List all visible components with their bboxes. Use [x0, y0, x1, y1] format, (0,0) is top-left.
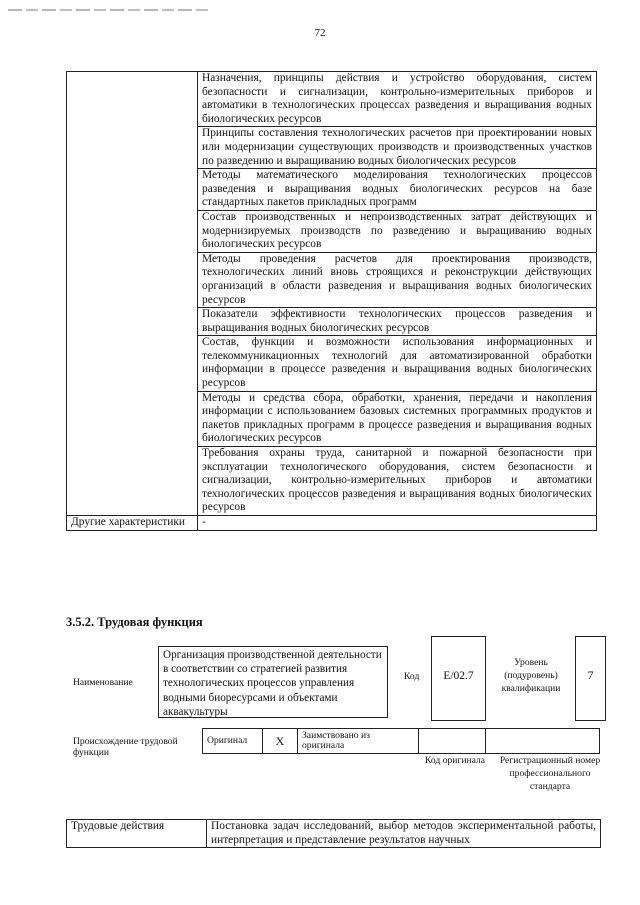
- function-name: Организация производственной деятельности в соответствии со стратегией развития технологических процессов управления водными биоресурсами и объектами аквакультуры: [163, 649, 382, 718]
- original-label: Оригинал: [203, 729, 263, 754]
- reg-number-label: Регистрационный номер профессионального стандарта: [499, 755, 601, 792]
- origin-label: Происхождение трудовой функции: [73, 736, 178, 758]
- other-characteristics-label: Другие характеристики: [67, 516, 198, 531]
- actions-text: Постановка задач исследований, выбор методов экспериментальной работы, интерпретация и представление результатов научных: [207, 820, 601, 848]
- origin-table: [202, 728, 600, 754]
- knowledge-item: Назначения, принципы действия и устройство оборудования, систем безопасности и сигнализации, контрольно-измерительных приборов и автоматики в технологических процессах разведения и выращивания водных биологических ресурсов: [198, 72, 597, 127]
- actions-table: [66, 819, 601, 848]
- reg-number-cell: [486, 729, 600, 754]
- borrowed-label: Заимствовано из оригинала: [298, 729, 419, 754]
- actions-label: Трудовые действия: [67, 820, 207, 848]
- page-number: 72: [314, 27, 326, 39]
- name-label: Наименование: [73, 677, 133, 688]
- knowledge-item: Требования охраны труда, санитарной и пожарной безопасности при эксплуатации технологического оборудования, систем безопасности и сигнализации, контрольно-измерительных приборов и автоматики технологических процессов разведения и выращивания водных биологических ресурсов: [198, 447, 597, 516]
- knowledge-label-cell: [67, 72, 198, 516]
- table-row: [67, 516, 597, 531]
- function-name-box: [158, 646, 388, 718]
- knowledge-item: Состав, функции и возможности использования информационных и телекоммуникационных технологий для автоматизированной обработки информации в процессе разведения и выращивания водных биологических ресурсов: [198, 336, 597, 391]
- other-characteristics-value: -: [198, 516, 597, 531]
- section-title: 3.5.2. Трудовая функция: [66, 615, 203, 629]
- code-original-label: Код оригинала: [424, 755, 486, 766]
- knowledge-item: Принципы составления технологических расчетов при проектировании новых или модернизации существующих производств и производственных участков по разведению и выращиванию водных биологических ресурсов: [198, 127, 597, 169]
- code-label: Код: [404, 671, 420, 682]
- code-original-cell: [419, 729, 486, 754]
- knowledge-item: Состав производственных и непроизводственных затрат действующих и модернизируемых производств по разведению и выращиванию водных биологических ресурсов: [198, 210, 597, 252]
- table-row: [67, 72, 597, 127]
- scan-artifact: [8, 9, 208, 11]
- function-code: E/02.7: [443, 670, 474, 682]
- level-box: [575, 636, 606, 721]
- table-row: [67, 820, 601, 848]
- knowledge-table: [66, 71, 597, 531]
- level-label: Уровень (подуровень) квалификации: [501, 657, 561, 694]
- original-mark: X: [263, 729, 298, 754]
- table-row: [203, 729, 600, 754]
- qualification-level: 7: [587, 668, 594, 682]
- knowledge-item: Показатели эффективности технологических процессов разведения и выращивания водных биологических ресурсов: [198, 308, 597, 336]
- knowledge-item: Методы и средства сбора, обработки, хранения, передачи и накопления информации с использованием базовых системных программных продуктов и пакетов прикладных программ в процессе разведения и выращивания водных биологических ресурсов: [198, 391, 597, 446]
- code-box: [431, 636, 486, 721]
- knowledge-item: Методы математического моделирования технологических процессов разведения и выращивания водных биологических ресурсов на базе стандартных пакетов прикладных программ: [198, 169, 597, 211]
- knowledge-item: Методы проведения расчетов для проектирования производств, технологических линий вновь строящихся и реконструкции действующих организаций в области разведения и выращивания водных биологических ресурсов: [198, 252, 597, 307]
